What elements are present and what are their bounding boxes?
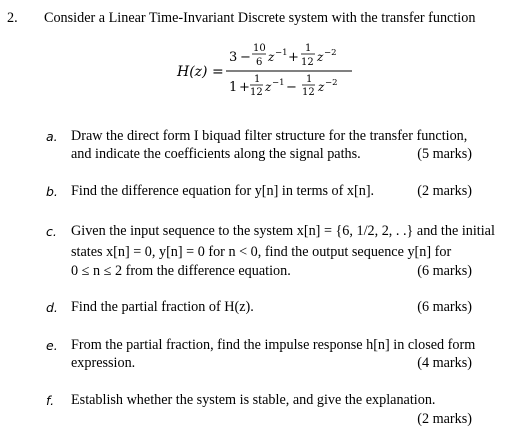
part-e-line-1: From the partial fraction, find the impulse response h[n] in closed form [71,337,476,353]
part-b-line-1: Find the difference equation for y[n] in terms of x[n]. [71,183,375,199]
part-d-marks: (6 marks) [417,299,472,315]
svg-text:z: z [317,50,324,64]
svg-text:z: z [318,80,325,94]
svg-text:−1: −1 [275,48,288,58]
part-a-letter: a. [46,129,58,144]
part-e-line-2: expression. [71,355,136,371]
part-c-line-1: Given the input sequence to the system x[n] = {6, 1/2, 2, . .} and the initial [71,223,495,239]
num-constant: 3 [229,50,238,65]
svg-text:−: − [240,50,251,65]
part-c-line-3: 0 ≤ n ≤ 2 from the difference equation. [71,263,291,279]
part-a-marks: (5 marks) [417,146,472,162]
part-b-letter: b. [46,184,58,199]
svg-text:−2: −2 [324,48,337,58]
num-frac1-denominator: 6 [256,57,263,68]
part-c-line-2: states x[n] = 0, y[n] = 0 for n < 0, find the output sequence y[n] for [71,244,452,260]
svg-text:−2: −2 [325,78,338,88]
svg-text:z: z [265,80,272,94]
svg-text:+: + [288,50,299,65]
num-frac2-denominator: 12 [301,57,314,68]
part-e-letter: e. [46,338,58,353]
svg-text:−: − [286,80,297,95]
equation-lhs: H(z) = [177,64,224,80]
num-frac1-numerator: 10 [253,43,266,54]
den-frac1-numerator: 1 [254,74,261,85]
part-c-letter: c. [46,224,57,239]
den-frac2-denominator: 12 [302,87,315,98]
den-frac2-numerator: 1 [306,74,313,85]
part-d-letter: d. [46,300,58,315]
part-c-marks: (6 marks) [417,263,472,279]
part-d-line-1: Find the partial fraction of H(z). [71,299,254,315]
svg-text:+: + [239,80,250,95]
svg-text:z: z [268,50,275,64]
part-a-line-1: Draw the direct form I biquad filter structure for the transfer function, [71,128,468,144]
part-f-letter: f. [46,393,55,408]
svg-text:−1: −1 [272,78,285,88]
transfer-function-equation [160,36,390,106]
part-f-line-1: Establish whether the system is stable, and give the explanation. [71,392,436,408]
question-number: 2. [7,10,18,26]
den-constant: 1 [229,80,238,95]
part-f-marks: (2 marks) [417,411,472,427]
question-intro: Consider a Linear Time-Invariant Discrete system with the transfer function [44,10,476,26]
part-b-marks: (2 marks) [417,183,472,199]
num-frac2-numerator: 1 [305,43,312,54]
den-frac1-denominator: 12 [250,87,263,98]
part-e-marks: (4 marks) [417,355,472,371]
part-a-line-2: and indicate the coefficients along the signal paths. [71,146,361,162]
